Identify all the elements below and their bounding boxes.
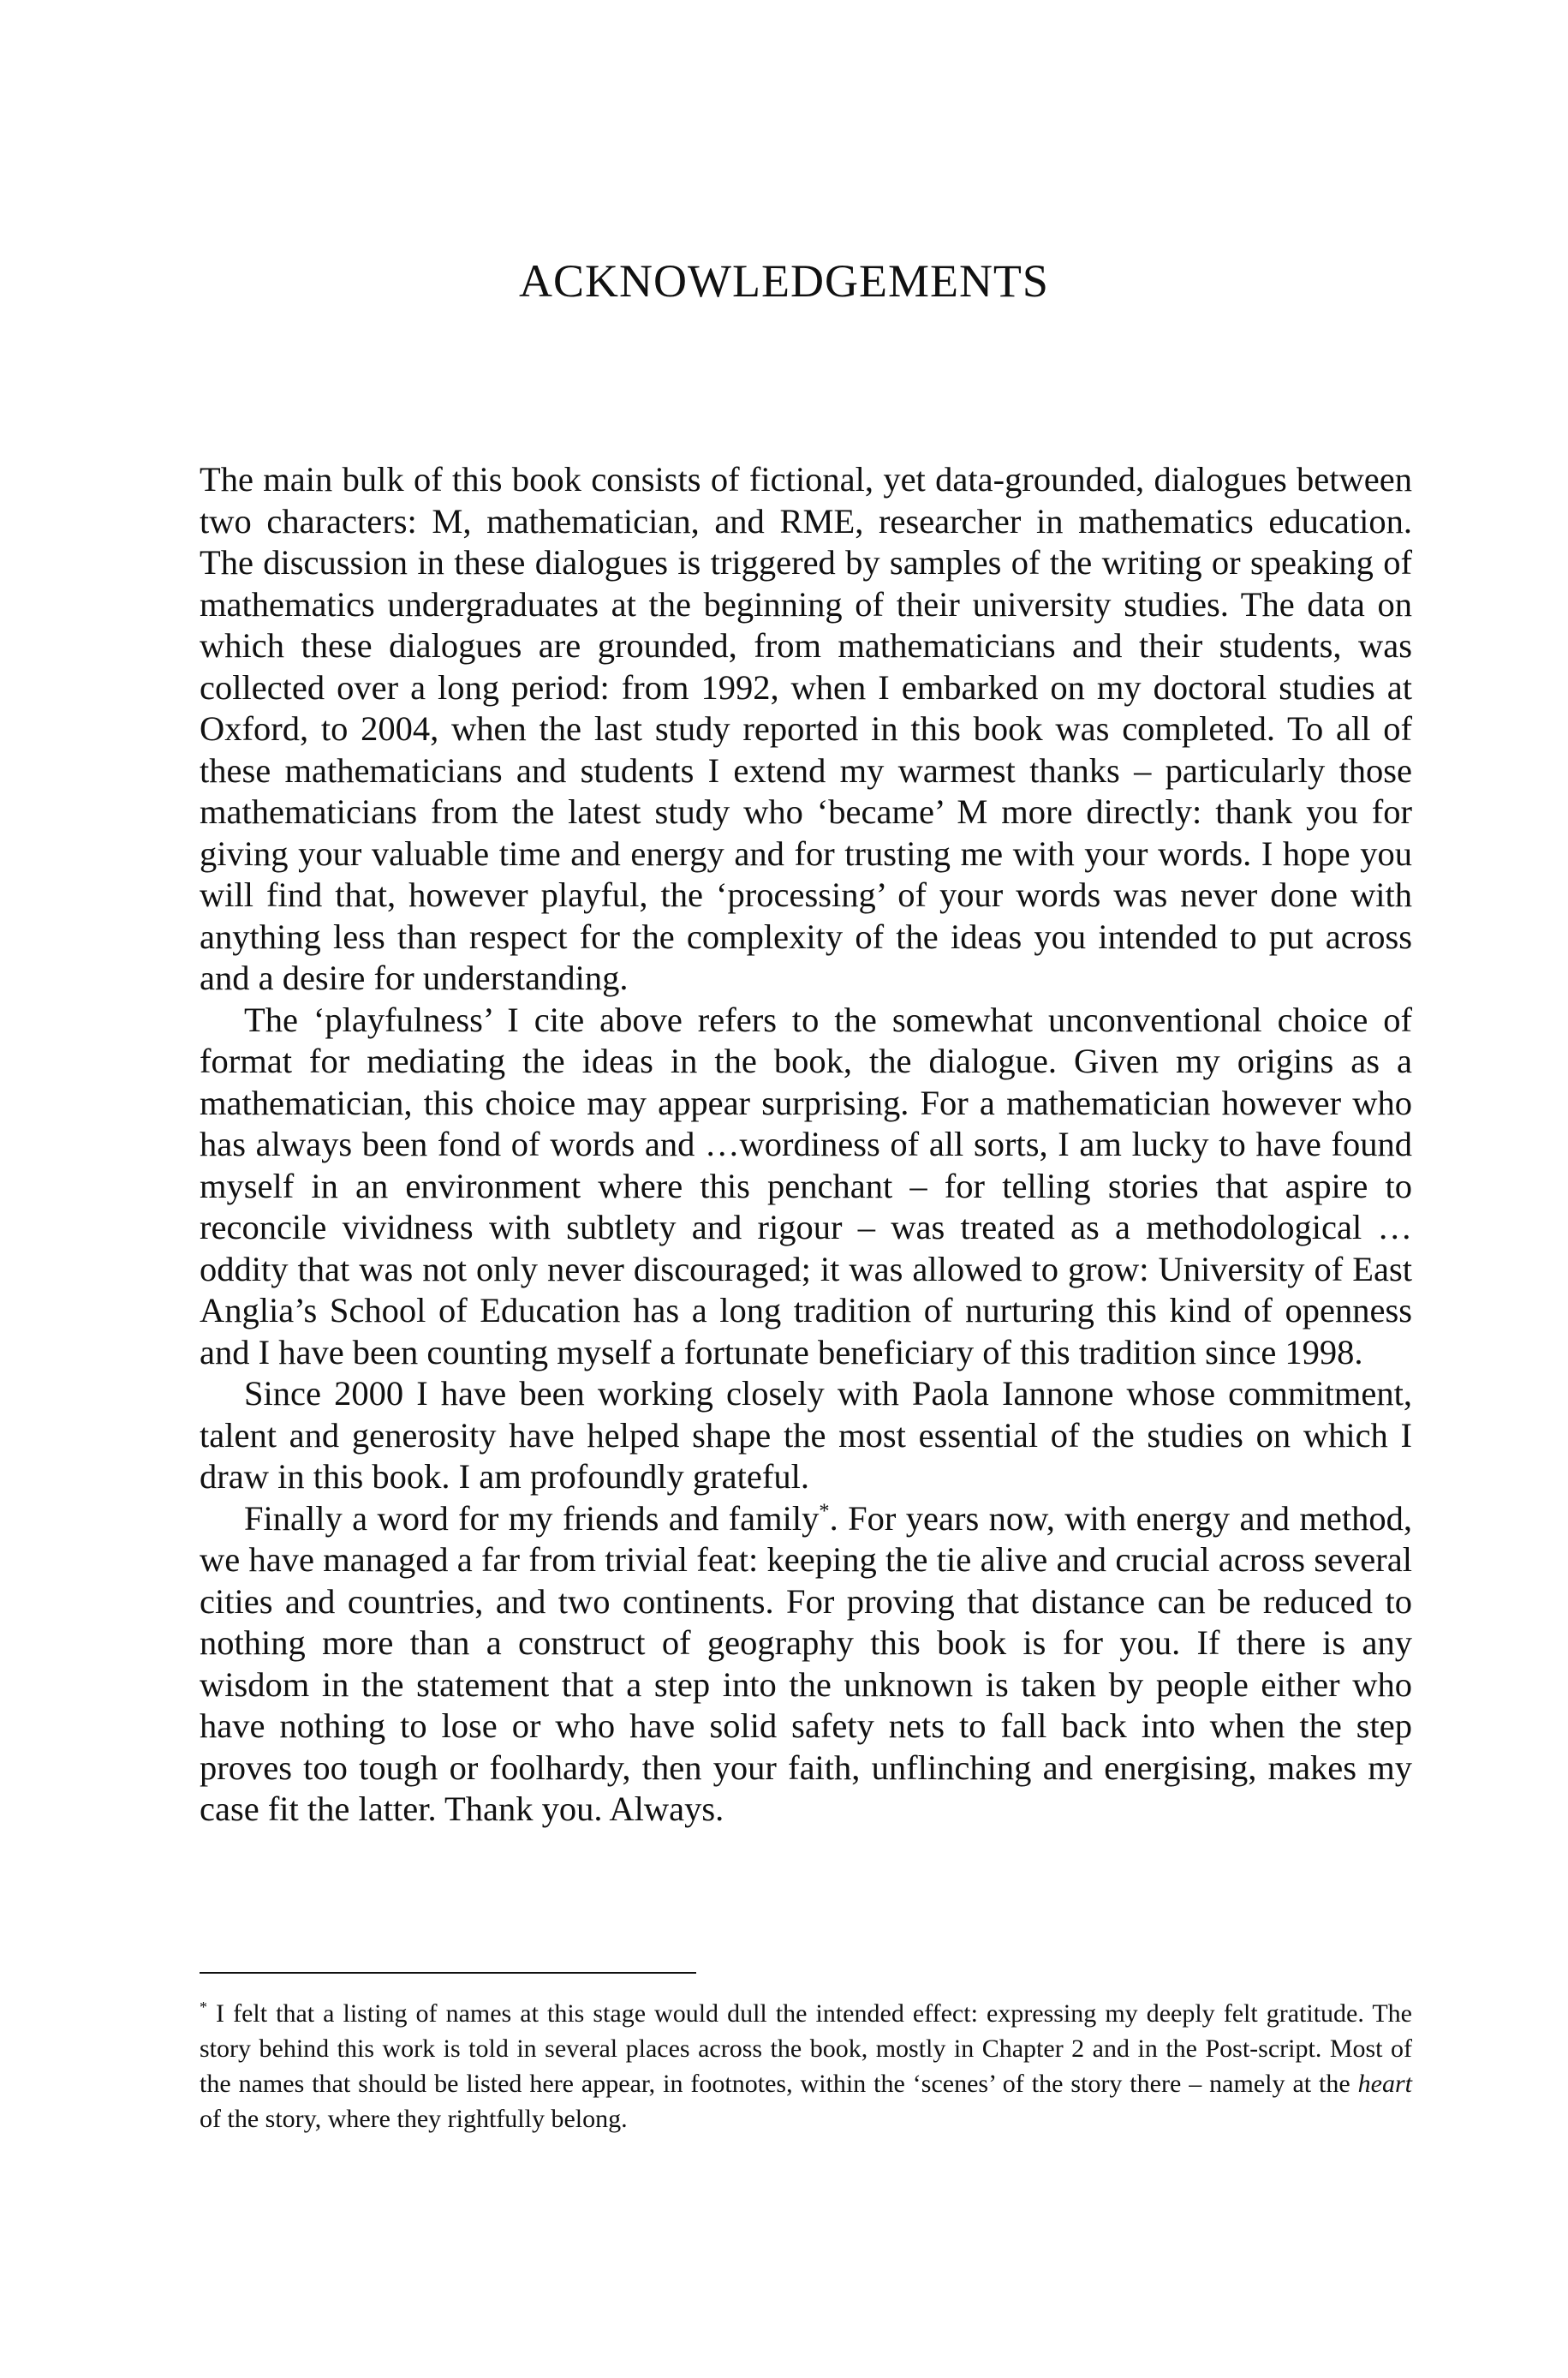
paragraph-3: Since 2000 I have been working closely with Paola Iannone whose commitment, talent and generosity have helped shape the most essential of the studies on which I draw in this book. I am profoundly grateful. xyxy=(200,1374,1412,1496)
footnote-text-end: of the story, where they rightfully belong. xyxy=(200,2105,628,2133)
paragraph-1: The main bulk of this book consists of fictional, yet data-grounded, dialogues between two characters: M, mathematician, and RME, researcher in mathematics education. The discussion in these dialogues is triggered by samples of the writing or speaking of mathematics undergraduates at the beginning of their university studies. The data on which these dialogues are grounded, from mathematicians and their students, was collected over a long period: from 1992, when I embarked on my doctoral studies at Oxford, to 2004, when the last study reported in this book was completed. To all of these mathematicians and students I extend my warmest thanks – particularly those mathematicians from the latest study who ‘became’ M more directly: thank you for giving your valuable time and energy and for trusting me with your words. I hope you will find that, however playful, the ‘processing’ of your words was never done with anything less than respect for the complexity of the ideas you intended to put across and a desire for understanding. xyxy=(200,460,1412,997)
paragraph-2: The ‘playfulness’ I cite above refers to the somewhat unconventional choice of format for mediating the ideas in the book, the dialogue. Given my origins as a mathematician, this choice may appear surprising. For a mathematician however who has always been fond of words and …wordiness of all sorts, I am lucky to have found myself in an environment where this penchant – for telling stories that aspire to reconcile vividness with subtlety and rigour – was treated as a methodological …oddity that was not only never discouraged; it was allowed to grow: University of East Anglia’s School of Education has a long tradition of nurturing this kind of openness and I have been counting myself a fortunate beneficiary of this tradition since 1998. xyxy=(200,1000,1412,1371)
footnote-text xyxy=(200,1996,1412,2136)
paragraph-4-start: Finally a word for my friends and family xyxy=(244,1498,820,1538)
paragraph-4-end: . For years now, with energy and method, we have managed a far from trivial feat: keeping the tie alive and crucial across several cities and countries, and two continents. For proving that distance can be reduced to nothing more than a construct of geography this book is for you. If there is any wisdom in the statement that a step into the unknown is taken by people either who have nothing to lose or who have solid safety nets to fall back into when the step proves too tough or foolhardy, then your faith, unflinching and energising, makes my case fit the latter. Thank you. Always. xyxy=(200,1498,1412,1828)
acknowledgements-body xyxy=(200,459,1412,1831)
footnote-emphasis: heart xyxy=(1357,2070,1412,2098)
page-title: ACKNOWLEDGEMENTS xyxy=(519,255,1049,307)
paragraph-4 xyxy=(200,1498,1412,1831)
footnote-divider xyxy=(200,1972,696,1974)
footnote-text-start: I felt that a listing of names at this stage would dull the intended effect: expressing my deeply felt gratitude. The story behind this work is told in several places across the book, mostly in Chapter 2 and in the Post-script. Most of the names that should be listed here appear, in footnotes, within the ‘scenes’ of the story there – namely at the xyxy=(200,1999,1412,2098)
footnote-mark: * xyxy=(200,1999,207,2016)
footnote-reference-mark: * xyxy=(819,1499,830,1522)
footnote xyxy=(200,1996,1412,2136)
